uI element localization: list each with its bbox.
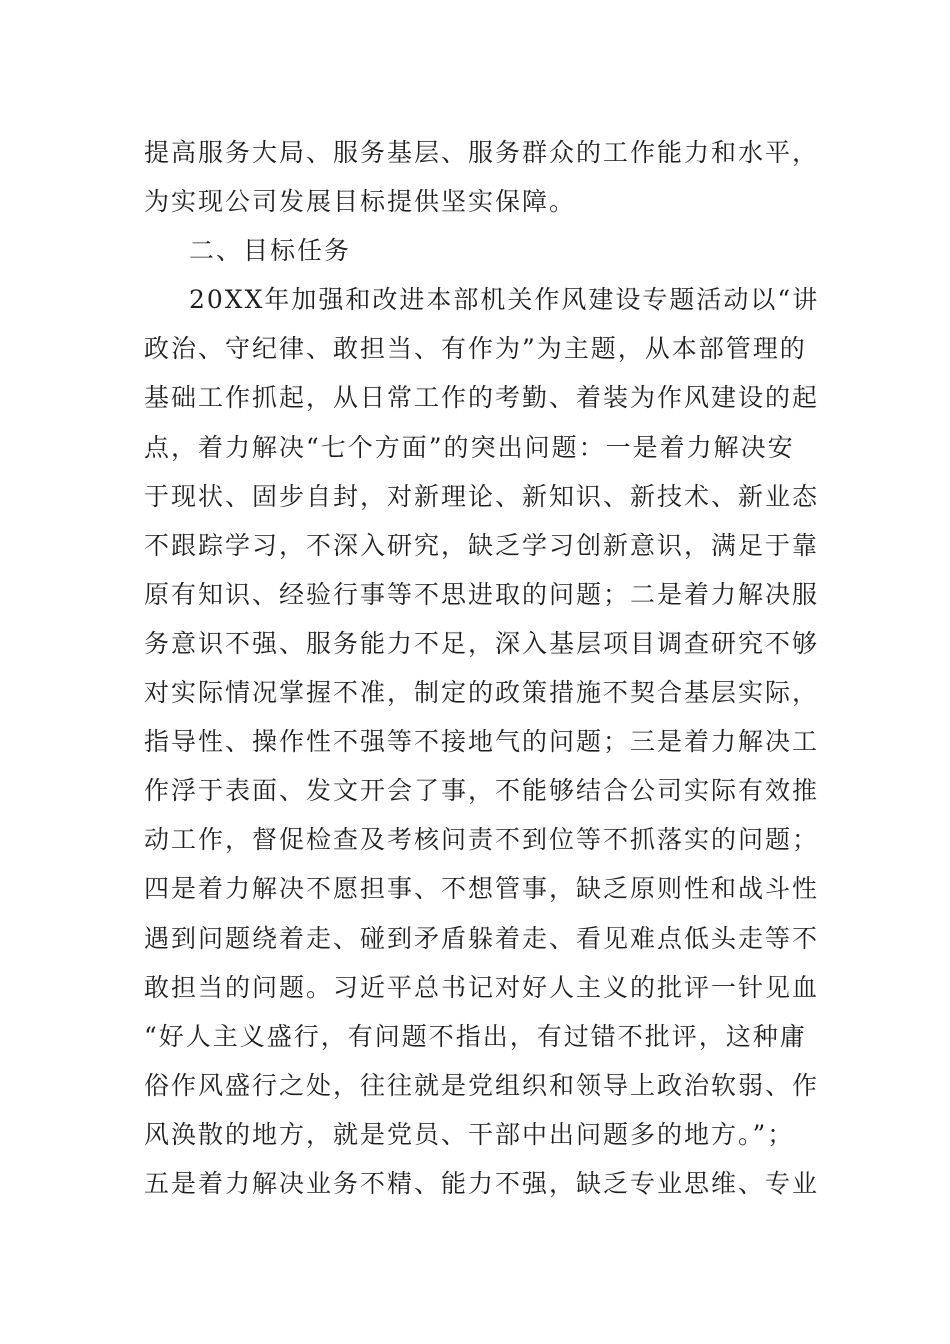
text-line: 提高服务大局、服务基层、服务群众的工作能力和水平， — [144, 138, 820, 167]
text-line: 敢担当的问题。习近平总书记对好人主义的批评一针见血 — [144, 972, 820, 1002]
text-line: 务意识不强、服务能力不足，深入基层项目调查研究不够 — [144, 628, 820, 658]
text-line: 20XX年加强和改进本部机关作风建设专题活动以“讲 — [189, 285, 820, 315]
text-line: 为实现公司发展目标提供坚实保障。 — [144, 187, 577, 217]
text-line: 原有知识、经验行事等不思进取的问题；二是着力解决服 — [144, 579, 820, 609]
text-line: 对实际情况掌握不准，制定的政策措施不契合基层实际， — [144, 678, 820, 708]
text-line: 动工作，督促检查及考核问责不到位等不抓落实的问题； — [144, 825, 820, 855]
text-line: 俗作风盛行之处，往往就是党组织和领导上政治软弱、作 — [144, 1070, 820, 1100]
text-line: “好人主义盛行，有问题不指出，有过错不批评，这种庸 — [144, 1021, 807, 1051]
text-line: 指导性、操作性不强等不接地气的问题；三是着力解决工 — [144, 727, 820, 757]
text-line: 五是着力解决业务不精、能力不强，缺乏专业思维、专业 — [144, 1168, 820, 1198]
text-line: 政治、守纪律、敢担当、有作为”为主题，从本部管理的 — [144, 334, 807, 364]
text-line: 遇到问题绕着走、碰到矛盾躲着走、看见难点低头走等不 — [144, 923, 820, 953]
body-text — [144, 128, 824, 1208]
text-line: 作浮于表面、发文开会了事，不能够结合公司实际有效推 — [144, 776, 820, 806]
text-line: 基础工作抓起，从日常工作的考勤、着装为作风建设的起 — [144, 383, 820, 413]
text-line: 于现状、固步自封，对新理论、新知识、新技术、新业态 — [144, 481, 820, 511]
section-heading: 二、目标任务 — [189, 236, 352, 266]
text-line: 点，着力解决“七个方面”的突出问题：一是着力解决安 — [144, 432, 795, 462]
text-line: 不跟踪学习，不深入研究，缺乏学习创新意识，满足于靠 — [144, 530, 820, 560]
text-line: 四是着力解决不愿担事、不想管事，缺乏原则性和战斗性 — [144, 874, 820, 904]
text-line: 风涣散的地方，就是党员、干部中出问题多的地方。”； — [144, 1119, 795, 1149]
